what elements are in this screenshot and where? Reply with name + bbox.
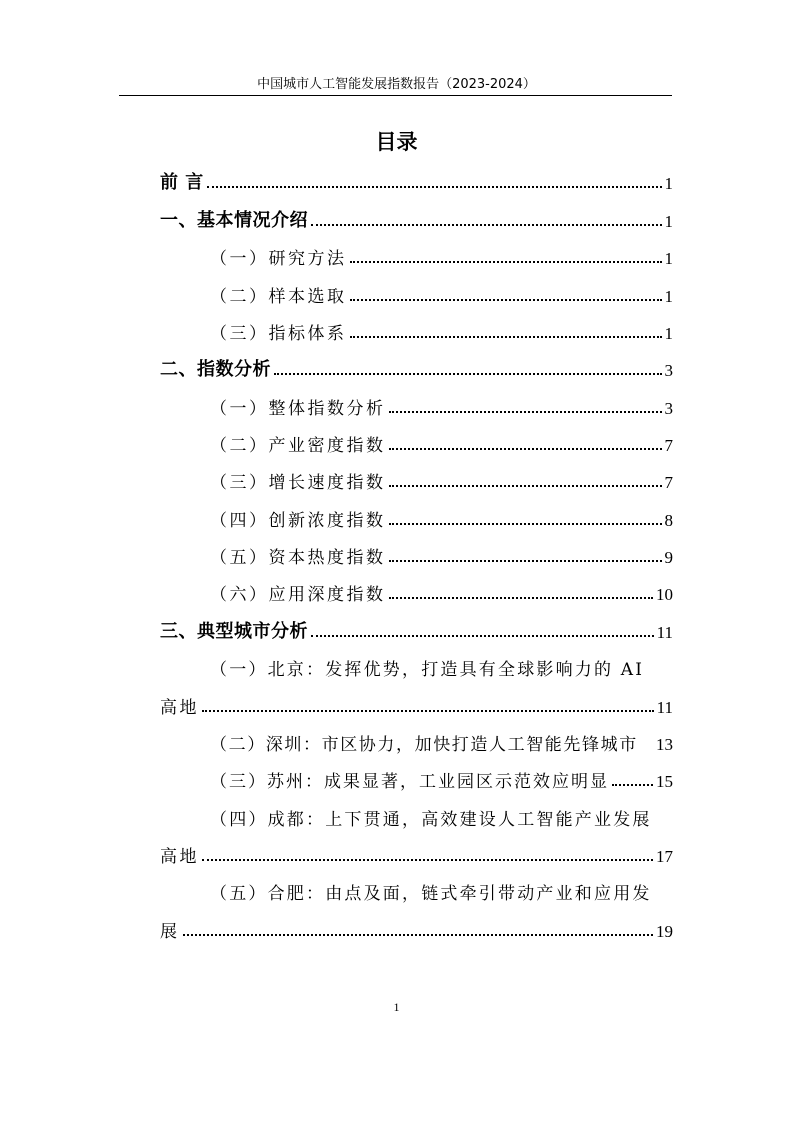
- toc-entry-page: 3: [664, 361, 673, 380]
- toc-entry-label: （二）产业密度指数: [210, 436, 386, 456]
- toc-entry-page: 9: [664, 548, 673, 567]
- dot-leader: [389, 523, 662, 525]
- toc-entry-section-2[interactable]: [160, 353, 673, 381]
- toc-entry-section-1[interactable]: [160, 204, 673, 232]
- dot-leader: [350, 336, 662, 338]
- toc-entry-label: 一、基本情况介绍: [160, 210, 308, 231]
- header-rule: [119, 95, 672, 96]
- toc-entry-3-3[interactable]: [160, 764, 673, 792]
- toc-entry-label: （二）深圳：市区协力，加快打造人工智能先锋城市: [210, 735, 638, 755]
- toc-entry-1-1[interactable]: [160, 241, 673, 269]
- toc-entry-1-2[interactable]: [160, 279, 673, 307]
- toc-entry-page: 7: [664, 436, 673, 455]
- dot-leader: [350, 261, 662, 263]
- toc-entry-label: （三）增长速度指数: [210, 473, 386, 493]
- toc-entry-3-5-continued[interactable]: [160, 914, 673, 942]
- toc-entry-page: 10: [656, 585, 673, 604]
- toc-entry-label: （四）创新浓度指数: [210, 511, 386, 531]
- dot-leader: [389, 411, 662, 413]
- toc-entry-page: 17: [656, 847, 673, 866]
- toc-entry-label: 前 言: [160, 172, 204, 193]
- toc-entry-3-1[interactable]: [160, 652, 673, 680]
- dot-leader: [311, 224, 662, 226]
- dot-leader: [612, 784, 653, 786]
- toc-entry-label: （四）成都：上下贯通，高效建设人工智能产业发展: [210, 810, 652, 830]
- dot-leader: [350, 299, 662, 301]
- toc-entry-page: 11: [656, 698, 673, 717]
- toc-entry-label: （三）指标体系: [210, 324, 347, 344]
- running-header: 中国城市人工智能发展指数报告（2023-2024）: [257, 77, 536, 92]
- toc-entry-page: 1: [664, 324, 673, 343]
- toc-entry-label: （二）样本选取: [210, 287, 347, 307]
- dot-leader: [183, 934, 654, 936]
- dot-leader: [274, 373, 662, 375]
- toc-entry-2-4[interactable]: [160, 503, 673, 531]
- toc-entry-2-6[interactable]: [160, 577, 673, 605]
- toc-entry-label: （一）研究方法: [210, 249, 347, 269]
- toc-entry-label: （三）苏州：成果显著，工业园区示范效应明显: [210, 772, 609, 792]
- toc-entry-page: 8: [664, 511, 673, 530]
- toc-entry-page: 1: [664, 249, 673, 268]
- toc-entry-2-1[interactable]: [160, 391, 673, 419]
- toc-entry-page: 1: [664, 174, 673, 193]
- page-number: 1: [393, 1000, 400, 1014]
- toc-entry-label: （一）北京：发挥优势，打造具有全球影响力的 AI: [210, 660, 645, 680]
- toc-entry-page: 15: [656, 772, 673, 791]
- dot-leader: [389, 485, 662, 487]
- toc-entry-page: 1: [664, 287, 673, 306]
- toc-entry-page: 3: [664, 399, 673, 418]
- toc-entry-3-5[interactable]: [160, 876, 673, 904]
- toc-entry-label: （六）应用深度指数: [210, 585, 386, 605]
- toc-entry-label: （一）整体指数分析: [210, 399, 386, 419]
- toc-entry-1-3[interactable]: [160, 316, 673, 344]
- toc-entry-section-3[interactable]: [160, 615, 673, 643]
- toc-entry-label: 三、典型城市分析: [160, 621, 308, 642]
- toc-entry-label: 二、指数分析: [160, 359, 271, 380]
- toc-entry-label: （五）资本热度指数: [210, 548, 386, 568]
- toc-entry-2-2[interactable]: [160, 428, 673, 456]
- toc-entry-page: 1: [664, 212, 673, 231]
- dot-leader: [389, 597, 654, 599]
- toc-entry-page: 13: [656, 735, 673, 754]
- toc-entry-preface[interactable]: [160, 166, 673, 194]
- dot-leader: [311, 635, 654, 637]
- toc-entry-3-4[interactable]: [160, 802, 673, 830]
- toc-entry-label-continued: 高地: [160, 698, 199, 718]
- toc-entry-page: 19: [656, 922, 673, 941]
- toc-entry-3-2[interactable]: [160, 727, 673, 755]
- toc-entry-label-continued: 展: [160, 922, 180, 942]
- toc-title: 目录: [375, 130, 418, 154]
- toc-entry-3-1-continued[interactable]: [160, 690, 673, 718]
- dot-leader: [207, 186, 662, 188]
- dot-leader: [202, 859, 653, 861]
- toc-entry-page: 7: [664, 473, 673, 492]
- dot-leader: [202, 710, 654, 712]
- toc-entry-page: 11: [656, 623, 673, 642]
- toc-entry-2-5[interactable]: [160, 540, 673, 568]
- toc-entry-label: （五）合肥：由点及面，链式牵引带动产业和应用发: [210, 884, 652, 904]
- toc-entry-label-continued: 高地: [160, 847, 199, 867]
- toc-entry-3-4-continued[interactable]: [160, 839, 673, 867]
- toc-entry-2-3[interactable]: [160, 465, 673, 493]
- dot-leader: [389, 560, 662, 562]
- dot-leader: [389, 448, 662, 450]
